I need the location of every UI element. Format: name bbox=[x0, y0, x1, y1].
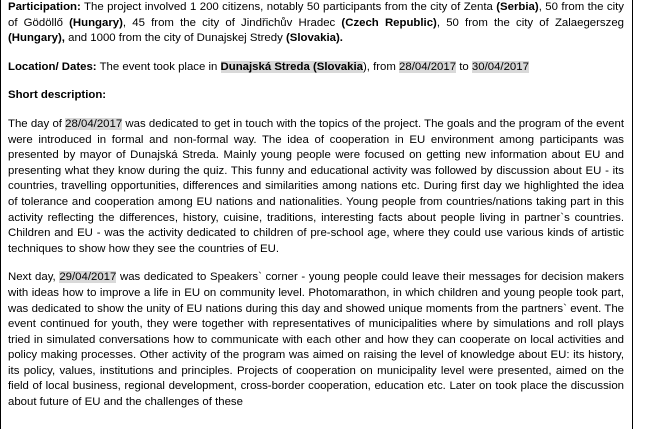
participation-text-3: , 45 from the city of Jindřichův Hradec bbox=[122, 16, 342, 29]
day2-text-2: was dedicated to Speakers` corner - young people could leave their messages for decision makers with ideas how to improve a life in EU on community level. Photomarathon, in which children and young people took part, was dedicated to show the unity of EU nations during this day and showed unique moments from the partners` event. The event continued for youth, they were together with representatives of municipalities where by simulations and roll plays tried in simulated conversations how to communicate with each other and how they can cooperate on local activities and policy making processes. Other activity of the program was aimed on raising the level of knowledge about EU: its history, its policy, values, institutions and principles. Projects of cooperation on municipality level were presented, aimed on the field of local business, regional development, cross-border cooperation, education etc. Later on took place the discussion about future of EU and the challenges of these bbox=[8, 271, 624, 409]
participation-text-2: , 50 from the city of Gödöllő bbox=[8, 1, 624, 29]
location-to-date: 30/04/2017 bbox=[471, 60, 529, 73]
day2-paragraph bbox=[8, 270, 624, 410]
location-city-highlight: Dunajská Streda (Slovakia bbox=[220, 60, 363, 73]
location-text-3: to bbox=[456, 60, 472, 73]
location-label: Location/ Dates: bbox=[8, 60, 97, 73]
participation-label: Participation: bbox=[8, 1, 81, 13]
location-text-2: ), from bbox=[362, 60, 400, 73]
day1-paragraph bbox=[8, 117, 624, 257]
day1-date: 28/04/2017 bbox=[65, 117, 123, 130]
location-text-1: The event took place in bbox=[96, 60, 221, 73]
participation-paragraph bbox=[8, 0, 624, 47]
country-slovakia: (Slovakia). bbox=[285, 32, 343, 45]
day2-date: 29/04/2017 bbox=[59, 271, 117, 284]
participation-text-5: and 1000 from the city of Dunajskej Stredy bbox=[64, 32, 286, 45]
country-hungary-1: (Hungary) bbox=[69, 16, 123, 29]
location-from-date: 28/04/2017 bbox=[399, 60, 457, 73]
day1-text-2: was dedicated to get in touch with the topics of the project. The goals and the program of the event were introduced in formal and non-formal way. The idea of cooperation in EU environment among participants was presented by mayor of Dunajská Streda. Mainly young people were focused on getting new information about EU and presenting what they know during the quiz. This funny and educational activity was followed by discussion about EU - its countries, travelling opportunities, differences and similarities among nations etc. During first day we highlighted the idea of tolerance and cooperation among EU nations and nationalities. Young people from countries/nations taking part in this activity reflecting the differences, history, cuisine, traditions, interesting facts about people living in partner`s countries. Children and EU - was the activity dedicated to children of pre-school age, where they could use various kinds of artistic techniques to show how they see the countries of EU. bbox=[8, 117, 624, 255]
location-paragraph bbox=[8, 60, 624, 76]
day2-text-1: Next day, bbox=[8, 271, 60, 284]
participation-text-4: , 50 from the city of Zalaegerszeg bbox=[436, 16, 624, 29]
short-description-heading: Short description: bbox=[8, 89, 107, 102]
country-serbia: (Serbia) bbox=[496, 1, 539, 13]
participation-text-1: The project involved 1 200 citizens, notably 50 participants from the city of Zenta bbox=[80, 1, 497, 13]
country-hungary-2: (Hungary), bbox=[8, 32, 65, 45]
country-czech: (Czech Republic) bbox=[341, 16, 437, 29]
day1-text-1: The day of bbox=[8, 117, 66, 130]
